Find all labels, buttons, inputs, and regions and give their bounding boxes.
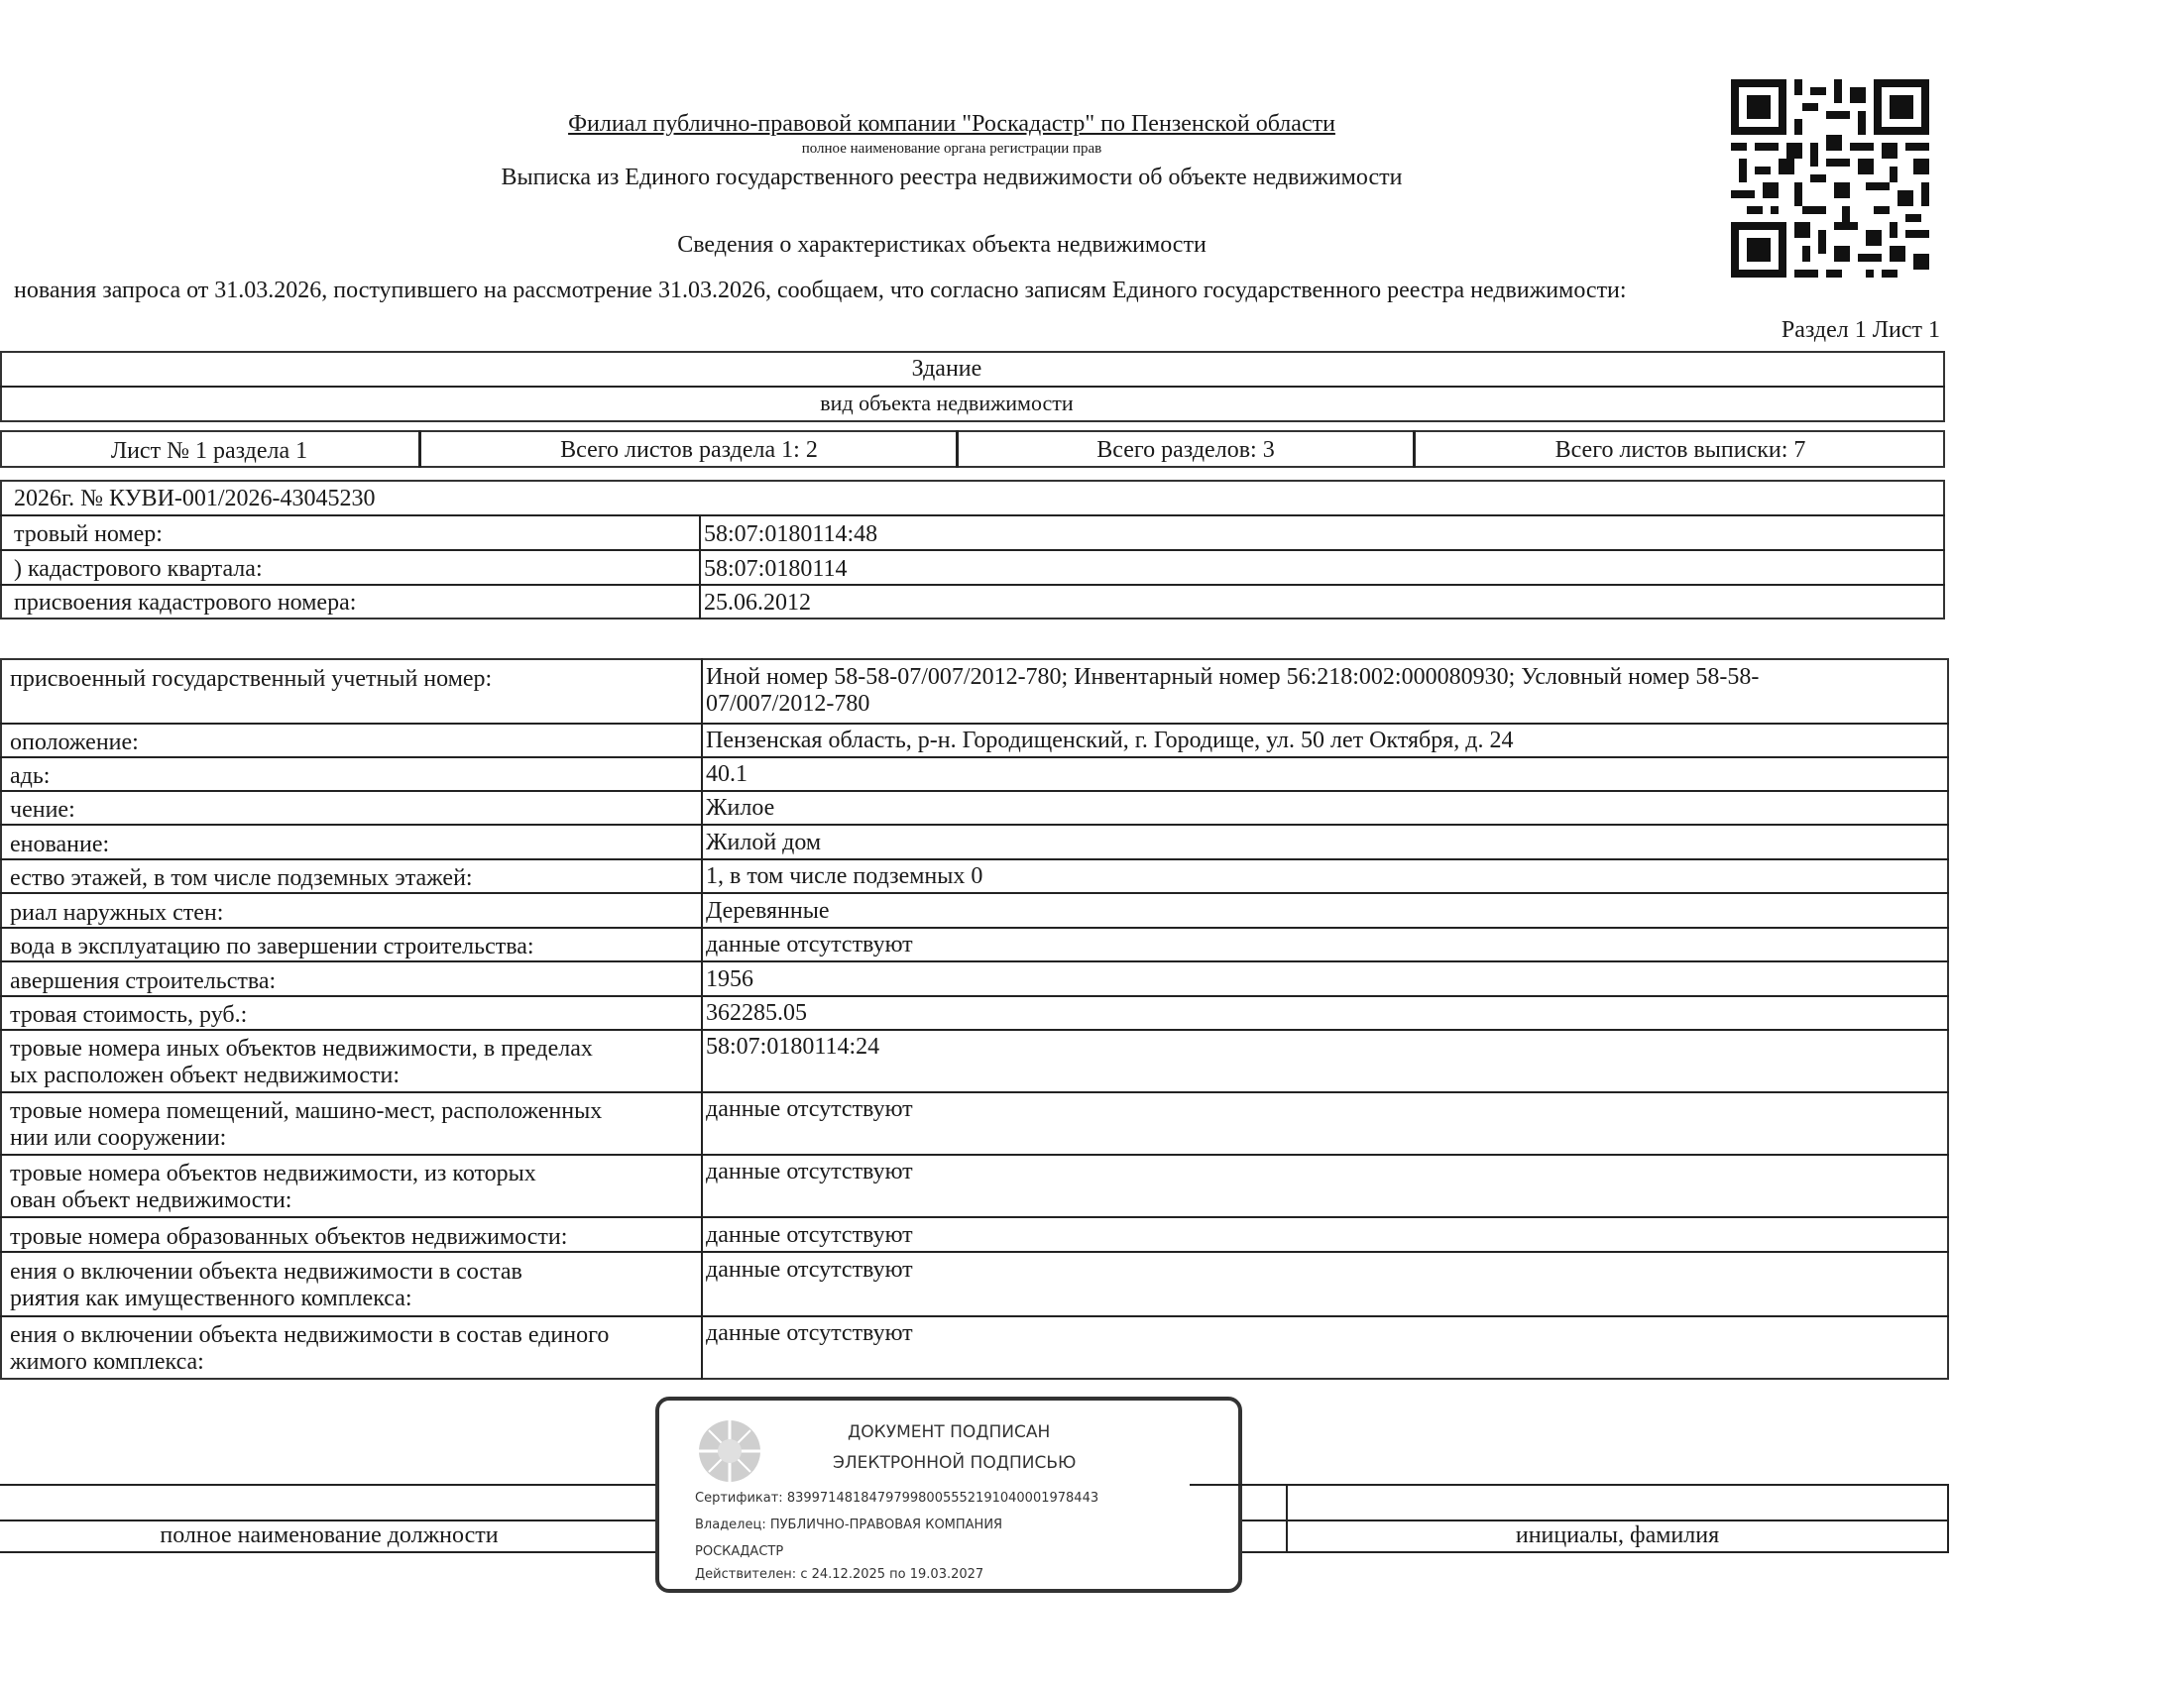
row-label: тровые номера помещений, машино-мест, расположенных: [10, 1098, 603, 1124]
row-label: ых расположен объект недвижимости:: [10, 1063, 401, 1088]
total-section-sheets: Всего листов раздела 1: 2: [560, 437, 818, 463]
row-value: Иной номер 58-58-07/007/2012-780; Инвентарный номер 56:218:002:000080930; Условный номер 58-58-: [706, 664, 1760, 690]
commissioning-value: данные отсутствуют: [706, 932, 913, 957]
row-value: данные отсутствуют: [706, 1320, 913, 1346]
row-label: ения о включении объекта недвижимости в состав: [10, 1259, 522, 1285]
ref-row-label: тровый номер:: [14, 521, 163, 547]
name-caption: инициалы, фамилия: [1515, 1522, 1720, 1548]
row-label: тровые номера иных объектов недвижимости, в пределах: [10, 1036, 593, 1062]
cadastral-quarter: 58:07:0180114: [704, 556, 848, 582]
row-label: нии или сооружении:: [10, 1125, 227, 1151]
area-value: 40.1: [706, 761, 747, 787]
row-value: данные отсутствуют: [706, 1257, 913, 1283]
doc-title: Выписка из Единого государственного реестра недвижимости об объекте недвижимости: [501, 165, 1403, 190]
row-label: авершения строительства:: [10, 968, 277, 994]
row-label: тровые номера объектов недвижимости, из которых: [10, 1161, 536, 1186]
row-label: чение:: [10, 797, 75, 823]
stamp-line2: ЭЛЕКТРОННОЙ ПОДПИСЬЮ: [833, 1453, 1077, 1473]
row-label: тровая стоимость, руб.:: [10, 1002, 248, 1028]
stamp-certificate: Сертификат: 83997148184797998005552191040001978443: [695, 1491, 1099, 1506]
row-value: данные отсутствуют: [706, 1222, 913, 1248]
stamp-line1: ДОКУМЕНТ ПОДПИСАН: [848, 1422, 1051, 1442]
total-sheets: Всего листов выписки: 7: [1554, 437, 1806, 463]
electronic-signature-stamp: [655, 1397, 1242, 1593]
ref-row-label: присвоения кадастрового номера:: [14, 590, 357, 616]
parent-object-value: 58:07:0180114:24: [706, 1034, 880, 1060]
row-label: тровые номера образованных объектов недвижимости:: [10, 1224, 568, 1250]
row-label: ения о включении объекта недвижимости в состав единого: [10, 1322, 610, 1348]
row-label: ество этажей, в том числе подземных этажей:: [10, 865, 473, 891]
row-label: адь:: [10, 763, 51, 789]
stamp-owner-name: РОСКАДАСТР: [695, 1544, 784, 1559]
row-value: данные отсутствуют: [706, 1096, 913, 1122]
cadastral-number: 58:07:0180114:48: [704, 521, 878, 547]
row-label: жимого комплекса:: [10, 1349, 204, 1375]
cadastral-cost-value: 362285.05: [706, 1000, 807, 1026]
row-label: енование:: [10, 832, 110, 857]
intro-text: нования запроса от 31.03.2026, поступившего на рассмотрение 31.03.2026, сообщаем, что согласно записям Единого государственного реестра недвижимости:: [14, 278, 1627, 303]
purpose-value: Жилое: [706, 795, 775, 821]
emblem-icon: [695, 1416, 764, 1486]
row-label: присвоенный государственный учетный номер:: [10, 666, 493, 692]
position-caption: полное наименование должности: [160, 1522, 499, 1548]
row-value: данные отсутствуют: [706, 1159, 913, 1184]
address-value: Пензенская область, р-н. Городищенский, г. Городище, ул. 50 лет Октября, д. 24: [706, 728, 1514, 753]
request-number: 2026г. № КУВИ-001/2026-43045230: [14, 486, 376, 511]
stamp-validity: Действителен: с 24.12.2025 по 19.03.2027: [695, 1567, 984, 1582]
assignment-date: 25.06.2012: [704, 590, 811, 616]
org-name: Филиал публично-правовой компании "Роскадастр" по Пензенской области: [568, 111, 1335, 137]
row-label: ован объект недвижимости:: [10, 1187, 292, 1213]
ref-row-label: ) кадастрового квартала:: [14, 556, 263, 582]
section-title: Сведения о характеристиках объекта недвижимости: [677, 232, 1207, 258]
section-sheet: Раздел 1 Лист 1: [1781, 317, 1940, 343]
qr-code-icon: [1731, 79, 1929, 278]
object-type-value: Здание: [911, 356, 982, 382]
walls-value: Деревянные: [706, 898, 830, 924]
row-label: вода в эксплуатацию по завершении строительства:: [10, 934, 534, 959]
name-value: Жилой дом: [706, 830, 822, 855]
floors-value: 1, в том числе подземных 0: [706, 863, 983, 889]
row-label: оположение:: [10, 730, 139, 755]
row-value: 07/007/2012-780: [706, 691, 870, 717]
row-label: риал наружных стен:: [10, 900, 224, 926]
stamp-owner: Владелец: ПУБЛИЧНО-ПРАВОВАЯ КОМПАНИЯ: [695, 1518, 1003, 1532]
sheet-number: Лист № 1 раздела 1: [110, 438, 308, 464]
object-type-caption: вид объекта недвижимости: [820, 391, 1074, 415]
org-caption: полное наименование органа регистрации прав: [801, 141, 1102, 157]
completion-year-value: 1956: [706, 966, 753, 992]
total-sections: Всего разделов: 3: [1096, 437, 1275, 463]
row-label: риятия как имущественного комплекса:: [10, 1286, 412, 1311]
